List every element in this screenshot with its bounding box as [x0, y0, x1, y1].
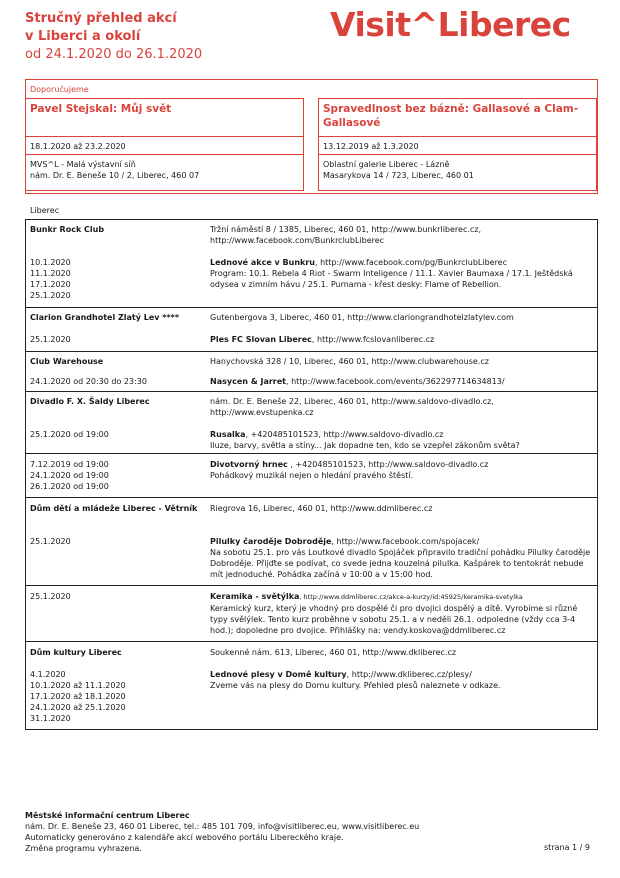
recommended-card[interactable]	[318, 98, 597, 191]
date-range: od 24.1.2020 do 26.1.2020	[25, 47, 203, 62]
event-date: 24.1.2020 od 20:30 do 23:30	[30, 377, 147, 386]
recommended-label: Doporučujeme	[30, 85, 89, 94]
organizer-name: Club Warehouse	[30, 357, 104, 366]
event-row	[26, 454, 597, 498]
footer	[25, 810, 595, 854]
event-links[interactable]: , http://www.dkliberec.cz/plesy/	[346, 670, 472, 679]
event-details	[210, 669, 594, 691]
organizer-name: Clarion Grandhotel Zlatý Lev ****	[30, 313, 179, 322]
event-row	[26, 498, 597, 586]
visit-liberec-logo: Visit^Liberec	[330, 5, 571, 44]
footer-generated-note: Automaticky generováno z kalendáře akcí webového portálu Libereckého kraje.	[25, 833, 344, 842]
event-details	[210, 376, 594, 387]
event-date: 17.1.2020 až 18.1.2020	[30, 692, 126, 701]
footer-org: Městské informační centrum Liberec	[25, 811, 190, 820]
recommended-card-title: Pavel Stejskal: Můj svět	[26, 99, 303, 137]
event-details	[210, 334, 594, 345]
events-table	[25, 219, 598, 730]
event-row	[26, 642, 597, 729]
event-date: 17.1.2020	[30, 280, 71, 289]
event-date: 7.12.2019 od 19:00	[30, 460, 109, 469]
venue-address: Masarykova 14 / 723, Liberec, 460 01	[323, 171, 474, 180]
recommended-card[interactable]	[25, 98, 304, 191]
event-title[interactable]: Rusalka	[210, 430, 246, 439]
venue-name: MVS^L - Malá výstavní síň	[30, 160, 136, 169]
title-line-1: Stručný přehled akcí	[25, 11, 177, 26]
organizer-name: Dům dětí a mládeže Liberec - Větrník	[30, 504, 198, 513]
event-details	[210, 429, 594, 451]
event-details	[210, 536, 594, 580]
event-title[interactable]: Lednové akce v Bunkru	[210, 258, 315, 267]
document-title	[25, 10, 325, 64]
event-date: 25.1.2020	[30, 335, 71, 344]
recommended-card-venue	[26, 155, 303, 185]
event-date: 11.1.2020	[30, 269, 71, 278]
event-title[interactable]: Ples FC Slovan Liberec	[210, 335, 312, 344]
organizer-address: nám. Dr. E. Beneše 22, Liberec, 460 01, http://www.saldovo-divadlo.cz, http://www.evstupenka.cz	[210, 397, 494, 417]
organizer-address: Hanychovská 328 / 10, Liberec, 460 01, http://www.clubwarehouse.cz	[210, 357, 489, 366]
event-details	[210, 591, 594, 636]
event-links[interactable]: , +420485101523, http://www.saldovo-divadlo.cz	[287, 460, 489, 469]
event-date: 25.1.2020	[30, 592, 71, 601]
event-title[interactable]: Divotvorný hrnec	[210, 460, 288, 469]
event-description: Zveme vás na plesy do Domu kultury. Přehled plesů naleznete v odkaze.	[210, 681, 501, 690]
event-dates	[30, 669, 202, 724]
event-row	[26, 352, 597, 392]
event-date: 24.1.2020 až 25.1.2020	[30, 703, 126, 712]
event-date: 31.1.2020	[30, 714, 71, 723]
organizer-name: Bunkr Rock Club	[30, 225, 105, 234]
footer-disclaimer: Změna programu vyhrazena.	[25, 844, 142, 853]
footer-contact[interactable]: nám. Dr. E. Beneše 23, 460 01 Liberec, tel.: 485 101 709, info@visitliberec.eu, www.visitliberec.eu	[25, 822, 420, 831]
event-title[interactable]: Pilulky čaroděje Dobroděje	[210, 537, 332, 546]
event-links[interactable]: , http://www.ddmliberec.cz/akce-a-kurzy/id:45925/keramika-svetylka	[299, 593, 523, 601]
event-date: 10.1.2020 až 11.1.2020	[30, 681, 126, 690]
section-label: Liberec	[30, 206, 60, 215]
event-description: Pohádkový muzikál nejen o hledání pravého štěstí.	[210, 471, 414, 480]
event-links[interactable]: , http://www.facebook.com/events/362297714634813/	[286, 377, 505, 386]
event-date: 25.1.2020	[30, 537, 71, 546]
recommended-card-title: Spravedlnost bez bázně: Gallasové a Clam-Gallasové	[319, 99, 596, 137]
event-dates	[30, 257, 202, 301]
venue-address: nám. Dr. E. Beneše 10 / 2, Liberec, 460 07	[30, 171, 200, 180]
event-date: 25.1.2020 od 19:00	[30, 430, 109, 439]
event-links[interactable]: , http://www.facebook.com/pg/BunkrclubLiberec	[315, 258, 508, 267]
event-row	[26, 220, 597, 308]
event-details	[210, 257, 594, 290]
event-description: Iluze, barvy, světla a stíny... Jak dopadne ten, kdo se vzepřel zákonům světa?	[210, 441, 520, 450]
organizer-name: Dům kultury Liberec	[30, 648, 122, 657]
event-title[interactable]: Keramika - světýlka	[210, 592, 300, 601]
recommended-card-dates: 18.1.2020 až 23.2.2020	[26, 137, 303, 155]
event-links[interactable]: , +420485101523, http://www.saldovo-divadlo.cz	[245, 430, 444, 439]
organizer-name: Divadlo F. X. Šaldy Liberec	[30, 397, 150, 406]
event-description: Na sobotu 25.1. pro vás Loutkové divadlo Spojáček připravilo tradiční pohádku Pilulky čaroděje Dobroděje. Přijďte se podívat, co svede jedna kouzelná pilulka. Kašpárek to tentokrát nebude mít jednoduché. Pohádka začíná v 10:00 a v 15:00 hod.	[210, 548, 591, 579]
venue-name: Oblastní galerie Liberec - Lázně	[323, 160, 450, 169]
event-description: Keramický kurz, který je vhodný pro dospělé či pro dvojici dospělý a dítě. Vyrobíme si různé typy svělýlek. Tento kurz proběhne v sobotu 25.1. a v neděli 26.1. odpoledne (vždy cca 3-4 hod.); dopoledne pro dvojice. Přihlášky na: vendy.koskova@ddmliberec.cz	[210, 604, 578, 635]
recommended-card-dates: 13.12.2019 až 1.3.2020	[319, 137, 596, 155]
event-row	[26, 308, 597, 352]
title-line-2: v Liberci a okolí	[25, 29, 141, 44]
event-date: 4.1.2020	[30, 670, 66, 679]
event-date: 25.1.2020	[30, 291, 71, 300]
organizer-address: Gutenbergova 3, Liberec, 460 01, http://www.clariongrandhotelzlatylev.com	[210, 313, 514, 322]
organizer-address: Riegrova 16, Liberec, 460 01, http://www.ddmliberec.cz	[210, 504, 433, 513]
event-title[interactable]: Nasycen & Jarret	[210, 377, 286, 386]
page-number: strana 1 / 9	[544, 843, 590, 852]
event-date: 26.1.2020 od 19:00	[30, 482, 109, 491]
organizer-address: Tržní náměstí 8 / 1385, Liberec, 460 01, http://www.bunkrliberec.cz, http://www.facebook.com/BunkrclubLiberec	[210, 225, 482, 245]
event-dates	[30, 459, 202, 492]
event-date: 24.1.2020 od 19:00	[30, 471, 109, 480]
event-row	[26, 392, 597, 454]
event-details	[210, 459, 594, 481]
event-links[interactable]: , http://www.facebook.com/spojacek/	[331, 537, 480, 546]
event-links[interactable]: , http://www.fcslovanliberec.cz	[311, 335, 435, 344]
event-row	[26, 586, 597, 642]
event-title[interactable]: Lednové plesy v Domě kultury	[210, 670, 347, 679]
organizer-address: Soukenné nám. 613, Liberec, 460 01, http://www.dkliberec.cz	[210, 648, 457, 657]
event-date: 10.1.2020	[30, 258, 71, 267]
recommended-card-venue	[319, 155, 596, 185]
event-description: Program: 10.1. Rebela 4 Riot - Swarm Inteligence / 11.1. Xavier Baumaxa / 17.1. Ještědská odysea v zimním hávu / 25.1. Purnama - křest desky: Flame of Rebellion.	[210, 269, 573, 289]
